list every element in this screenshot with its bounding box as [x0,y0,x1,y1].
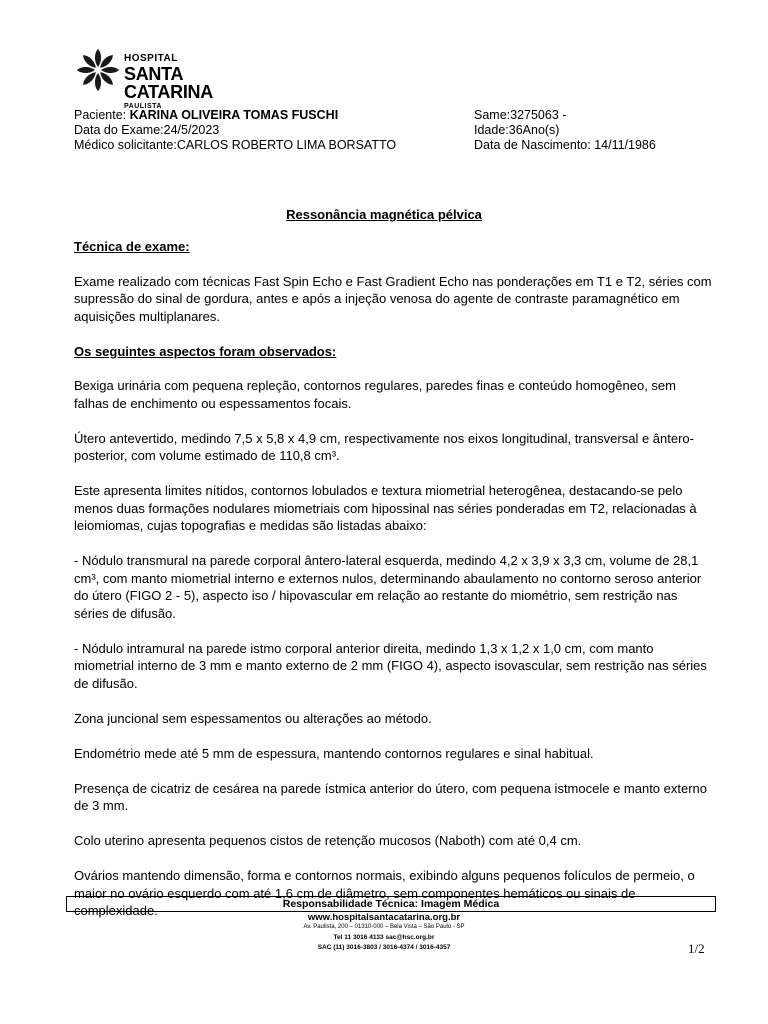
footer-website[interactable]: www.hospitalsantacatarina.org.br [307,912,461,923]
finding-paragraph: Presença de cicatriz de cesárea na parede ístmica anterior do útero, com pequena istmocele e manto externo de 3 mm. [74,780,708,813]
finding-paragraph: Colo uterino apresenta pequenos cistos de retenção mucosos (Naboth) com até 0,4 cm. [74,833,582,848]
findings-heading: Os seguintes aspectos foram observados: [74,343,337,359]
finding-paragraph: Útero antevertido, medindo 7,5 x 5,8 x 4,9 cm, respectivamente nos eixos longitudinal, transversal e ântero-posterior, com volume estimado de 110,8 cm³. [74,430,694,463]
finding-paragraph: Endométrio mede até 5 mm de espessura, mantendo contornos regulares e sinal habitual. [74,745,594,761]
responsibility-box: Responsabilidade Técnica: Imagem Médica [66,896,716,912]
page-number: 1/2 [688,941,705,956]
finding-paragraph: - Nódulo intramural na parede istmo corporal anterior direita, medindo 1,3 x 1,2 x 1,0 cm, com manto miometrial interno de 3 mm e manto externo de 2 mm (FIGO 4), aspecto isovascular, sem restrição nas séries de difusão. [74,640,707,691]
finding-paragraph: Ovários mantendo dimensão, forma e contornos normais, exibindo alguns pequenos folículos de permeio, o maior no ovário esquerdo com até 1,6 cm de diâmetro, sem componentes hemáticos ou sinais de complexidade. [74,868,695,918]
footer-address: Av. Paulista, 200 – 01310-000 – Bela Vista – São Paulo - SP [303,924,465,930]
requesting-doctor: Médico solicitante:CARLOS ROBERTO LIMA BORSATTO [74,138,397,152]
finding-paragraph: Zona juncional sem espessamentos ou alterações ao método. [74,710,432,726]
report-body [74,238,714,937]
logo-line-hospital: HOSPITAL [124,53,178,64]
finding-paragraph: - Nódulo transmural na parede corporal ântero-lateral esquerda, medindo 4,2 x 3,9 x 3,3 cm, volume de 28,1 cm³, com manto miometrial interno e externos nulos, determinando abaulamento no contorno seroso anterior do útero (FIGO 2 - 5), aspecto iso / hipovascular em relação ao restante do miométrio, sem restrição nas séries de difusão. [74,553,702,621]
patient-age: Idade:36Ano(s) [474,123,560,137]
exam-date: Data do Exame:24/5/2023 [74,123,220,137]
technique-heading: Técnica de exame: [74,239,190,254]
technique-text: Exame realizado com técnicas Fast Spin Echo e Fast Gradient Echo nas ponderações em T1 e T2, séries com supressão do sinal de gordura, antes e após a injeção venosa do agente de contraste paramagnético em aquisições multiplanares. [74,273,712,324]
hospital-logo [76,48,256,110]
patient-name-value: KARINA OLIVEIRA TOMAS FUSCHI [129,108,339,122]
flower-logo-icon [76,48,120,92]
patient-info-right [474,108,656,153]
footer-sac: SAC (11) 3016-3803 / 3016-4374 / 3016-4357 [317,944,451,951]
logo-line-paulista: PAULISTA [124,103,162,110]
birth-date: Data de Nascimento: 14/11/1986 [474,138,656,152]
patient-name-row [74,108,396,123]
logo-line-name: SANTA CATARINA [124,64,213,102]
report-title: Ressonância magnética pélvica [286,207,482,222]
footer-phone: Tel 11 3016 4133 sac@hsc.org.br [333,934,435,941]
finding-paragraph: Este apresenta limites nítidos, contornos lobulados e textura miometrial heterogênea, destacando-se pelo menos duas formações nodulares miometriais com hipossinal nas séries ponderadas em T2, relacionadas à leiomiomas, cujas topografias e medidas são listadas abaixo: [74,483,697,533]
same-number: Same:3275063 - [474,108,567,122]
patient-name-label: Paciente: [74,108,130,122]
finding-paragraph: Bexiga urinária com pequena repleção, contornos regulares, paredes finas e conteúdo homogêneo, sem falhas de enchimento ou espessamentos focais. [74,378,676,411]
patient-info-left [74,108,396,153]
